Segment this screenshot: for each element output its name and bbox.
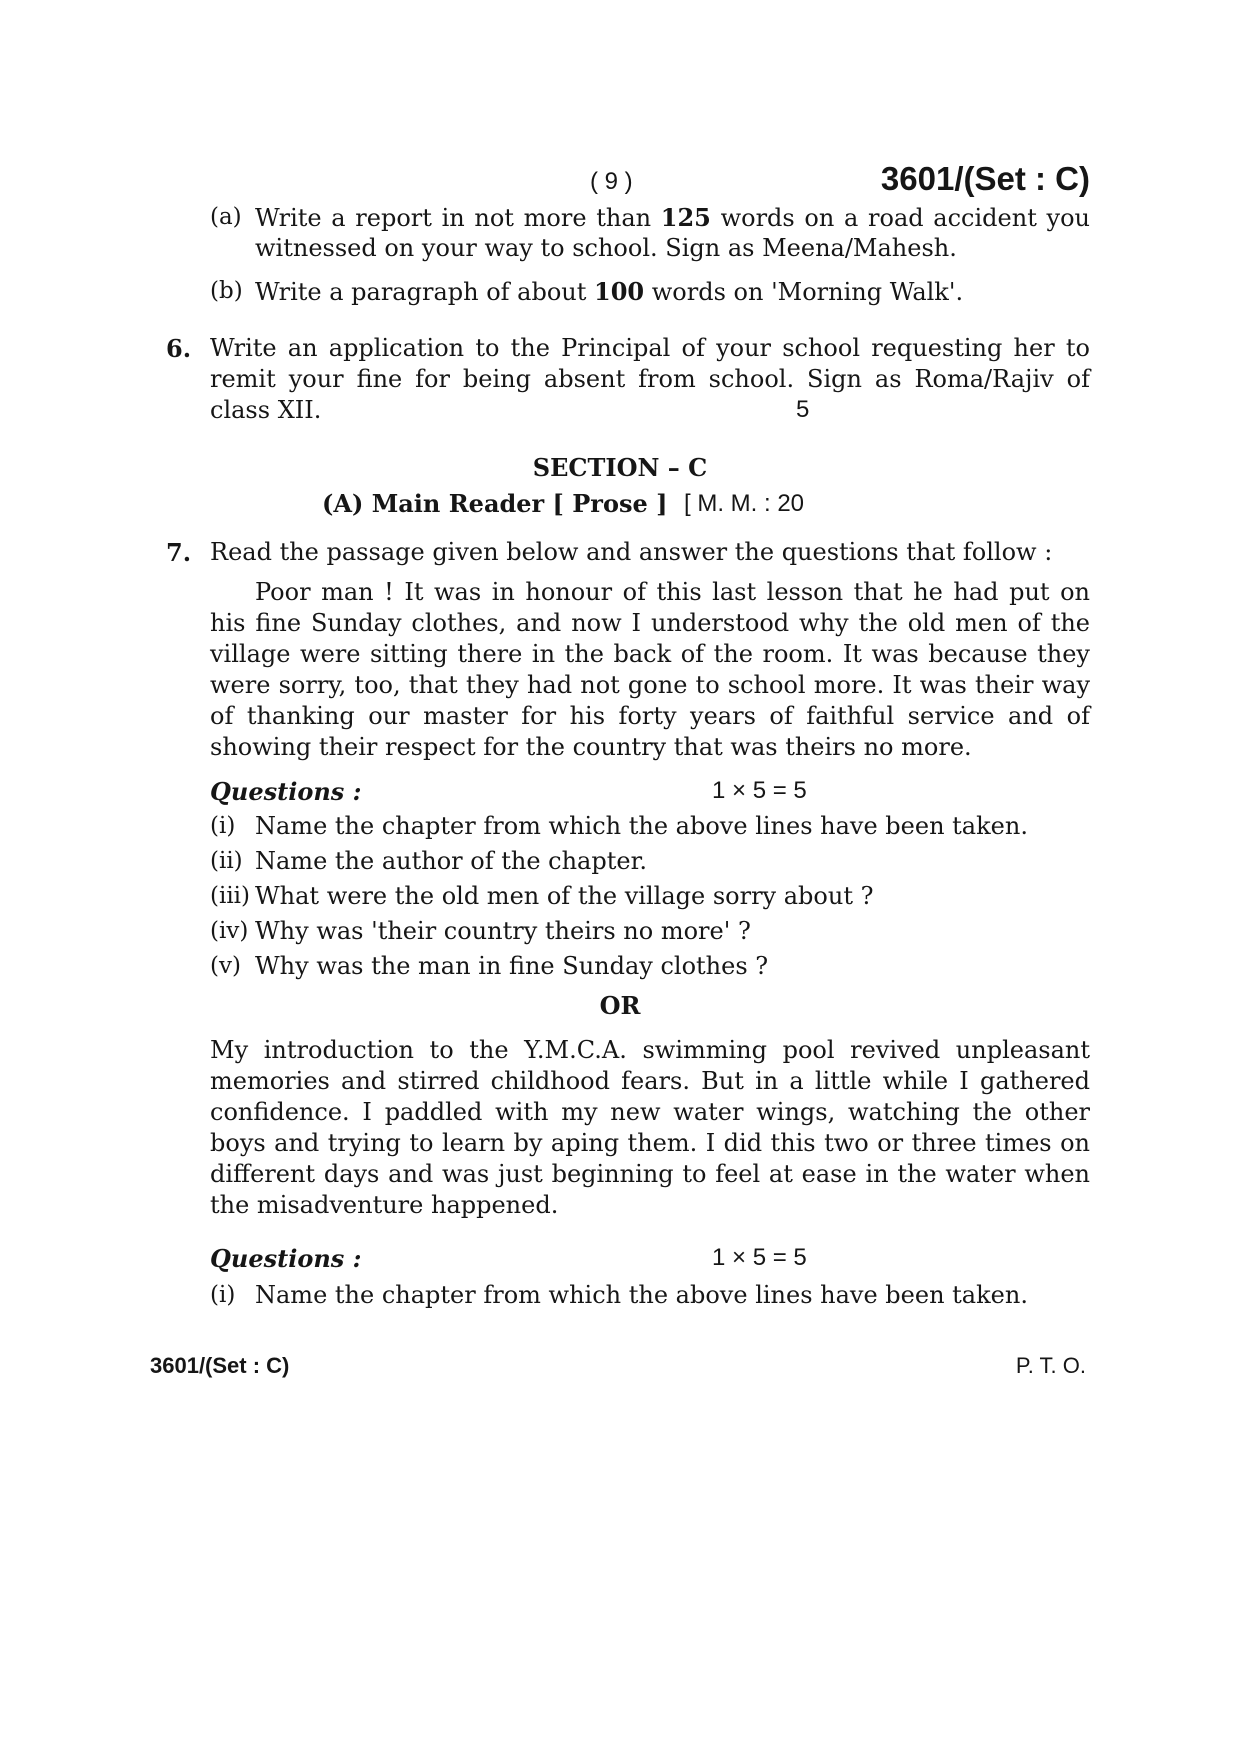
question-item: (ii) Name the author of the chapter.: [210, 847, 648, 875]
section-subtitle: (A) Main Reader [ Prose ]: [322, 489, 668, 518]
paper-code-header: 3601/(Set : C): [880, 160, 1090, 197]
q6-line1: Write an application to the Principal of your school requesting her to: [210, 334, 1090, 362]
pto-label: P. T. O.: [1015, 1353, 1086, 1378]
questions-label-2: Questions :: [210, 1244, 362, 1273]
q6-marks: 5: [796, 396, 810, 423]
q5b-label: (b): [210, 278, 243, 304]
passage-2-line: the misadventure happened.: [210, 1191, 559, 1219]
q5a-line2: witnessed on your way to school. Sign as Meena/Mahesh.: [255, 234, 957, 262]
max-marks: [ M. M. : 20: [684, 490, 805, 517]
passage-1-line: his fine Sunday clothes, and now I understood why the old men of the: [210, 609, 1090, 637]
section-title: SECTION – C: [532, 453, 708, 482]
q7-number: 7.: [166, 538, 192, 567]
passage-2: [210, 1035, 1090, 1221]
question-item: (i) Name the chapter from which the above lines have been taken.: [210, 1281, 1028, 1309]
question-item: (iii) What were the old men of the village sorry about ?: [210, 882, 874, 910]
q5b-line: (b) Write a paragraph of about 100 words on 'Morning Walk'.: [210, 277, 964, 306]
q6-line2: remit your fine for being absent from school. Sign as Roma/Rajiv of: [210, 365, 1090, 393]
passage-2-line: My introduction to the Y.M.C.A. swimming pool revived unpleasant: [210, 1036, 1090, 1064]
passage-2-line: memories and stirred childhood fears. But in a little while I gathered: [210, 1067, 1090, 1095]
question-item: (v) Why was the man in fine Sunday clothes ?: [210, 952, 769, 980]
passage-1-line: village were sitting there in the back of the room. It was because they: [210, 640, 1090, 668]
question-item: (i) Name the chapter from which the above lines have been taken.: [210, 812, 1028, 840]
paper-code-footer: 3601/(Set : C): [150, 1353, 290, 1378]
passage-2-line: different days and was just beginning to feel at ease in the water when: [210, 1160, 1090, 1188]
page-number: ( 9 ): [590, 168, 633, 195]
passage-1-line: showing their respect for the country that was theirs no more.: [210, 733, 972, 761]
q5a-line1: (a) Write a report in not more than 125 words on a road accident you: [210, 203, 1090, 232]
question-item: (iv) Why was 'their country theirs no more' ?: [210, 917, 751, 945]
q7-intro: Read the passage given below and answer the questions that follow :: [210, 538, 1053, 566]
questions-marks: 1 × 5 = 5: [712, 777, 807, 804]
passage-1: [210, 577, 1090, 763]
questions-label: Questions :: [210, 777, 362, 806]
or-divider: OR: [599, 991, 641, 1020]
q6-number: 6.: [166, 334, 192, 363]
passage-1-line: of thanking our master for his forty years of faithful service and of: [210, 702, 1090, 730]
passage-2-line: boys and trying to learn by aping them. I did this two or three times on: [210, 1129, 1090, 1157]
passage-1-line: Poor man ! It was in honour of this last lesson that he had put on: [255, 578, 1090, 606]
q5a-label: (a): [210, 204, 242, 230]
passage-1-line: were sorry, too, that they had not gone to school more. It was their way: [210, 671, 1090, 699]
q6-line3: class XII.: [210, 396, 322, 424]
passage-2-line: confidence. I paddled with my new water wings, watching the other: [210, 1098, 1090, 1126]
questions-marks-2: 1 × 5 = 5: [712, 1244, 807, 1271]
